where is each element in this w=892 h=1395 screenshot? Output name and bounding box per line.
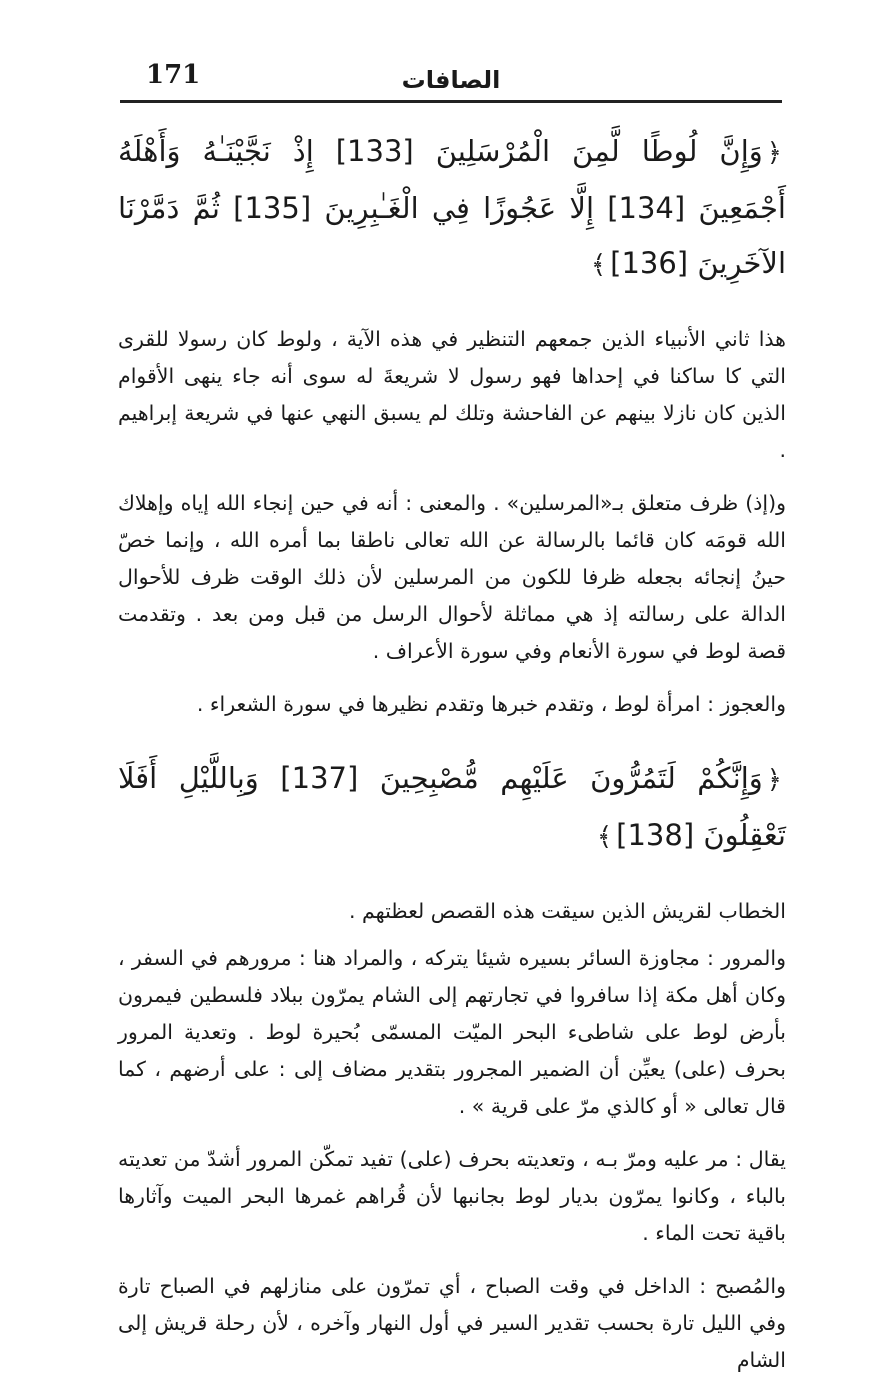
commentary-paragraph: يقال : مر عليه ومرّ بـه ، وتعديته بحرف (على) تفيد تمكّن المرور أشدّ من تعديته بالباء ، وكانوا يمرّون بديار لوط بجانبها لأن قُراهم غمرها البحر الميت وآثارها باقية تحت الماء . — [118, 1147, 786, 1245]
surah-title: الصافات — [401, 66, 501, 94]
page-number: 171 — [146, 60, 201, 90]
quran-verse — [118, 751, 786, 865]
commentary-paragraph: الخطاب لقريش الذين سيقت هذه القصص لعظتهم . — [348, 899, 786, 923]
verse-close-ornament: ﴾ — [590, 250, 607, 280]
verse-text: وَإِنَّ لُوطًا لَّمِنَ الْمُرْسَلِينَ [133] إِذْ نَجَّيْنَـٰهُ وَأَهْلَهُ أَجْمَعِينَ [134] إِلَّا عَجُوزًا فِي الْغَـٰبِرِينَ [135] ثُمَّ دَمَّرْنَا الآخَرِينَ [136] — [118, 134, 786, 280]
quran-verse — [118, 124, 786, 293]
verse-open-ornament: ﴿ — [766, 765, 782, 795]
commentary-paragraph: هذا ثاني الأنبياء الذين جمعهم التنظير في هذه الآية ، ولوط كان رسولا للقرى التي كا ساكنا في إحداها فهو رسول لا شريعةَ له سوى أنه جاء ينهى الأقوام الذين كان نازلا بينهم عن الفاحشة وتلك لم يسبق النهي عنها في شريعة إبراهيم . — [118, 327, 786, 462]
page-content — [118, 124, 786, 1395]
commentary-paragraph: و(إذ) ظرف متعلق بـ«المرسلين» . والمعنى : أنه في حين إنجاء الله إياه وإهلاك الله قومَه كان قائما بالرسالة عن الله تعالى ناطقا بما أمره الله ، وإنما خصّ حينُ إنجائه بجعله ظرفا للكون من المرسلين لأن ذلك الوقت ظرف للأحوال الدالة على رسالته إذ هي مماثلة لأحوال الرسل من قبل ومن بعد . وتقدمت قصة لوط في سورة الأنعام وفي سورة الأعراف . — [118, 491, 786, 663]
commentary-paragraph: والعجوز : امرأة لوط ، وتقدم خبرها وتقدم نظيرها في سورة الشعراء . — [196, 692, 786, 716]
verse-close-ornament: ﴾ — [596, 822, 613, 852]
verse-text: وَإِنَّكُمْ لَتَمُرُّونَ عَلَيْهِم مُّصْبِحِينَ [137] وَبِاللَّيْلِ أَفَلَا تَعْقِلُونَ [138] — [118, 761, 786, 852]
commentary-paragraph: والمرور : مجاوزة السائر بسيره شيئا يتركه ، والمراد هنا : مرورهم في السفر ، وكان أهل مكة إذا سافروا في تجارتهم إلى الشام يمرّون ببلاد فلسطين فيمرون بأرض لوط على شاطىء البحر الميّت المسمّى بُحيرة لوط . وتعدية المرور بحرف (على) يعيِّن أن الضمير المجرور بتقدير مضاف إلى : على أرضهم ، كما قال تعالى « أو كالذي مرّ على قرية » . — [118, 946, 786, 1118]
page-header — [120, 56, 782, 103]
commentary-paragraph: والمُصبح : الداخل في وقت الصباح ، أي تمرّون على منازلهم في الصباح تارة وفي الليل تارة بحسب تقدير السير في أول النهار وآخره ، لأن رحلة قريش إلى الشام — [118, 1274, 786, 1372]
verse-open-ornament: ﴿ — [766, 138, 783, 168]
